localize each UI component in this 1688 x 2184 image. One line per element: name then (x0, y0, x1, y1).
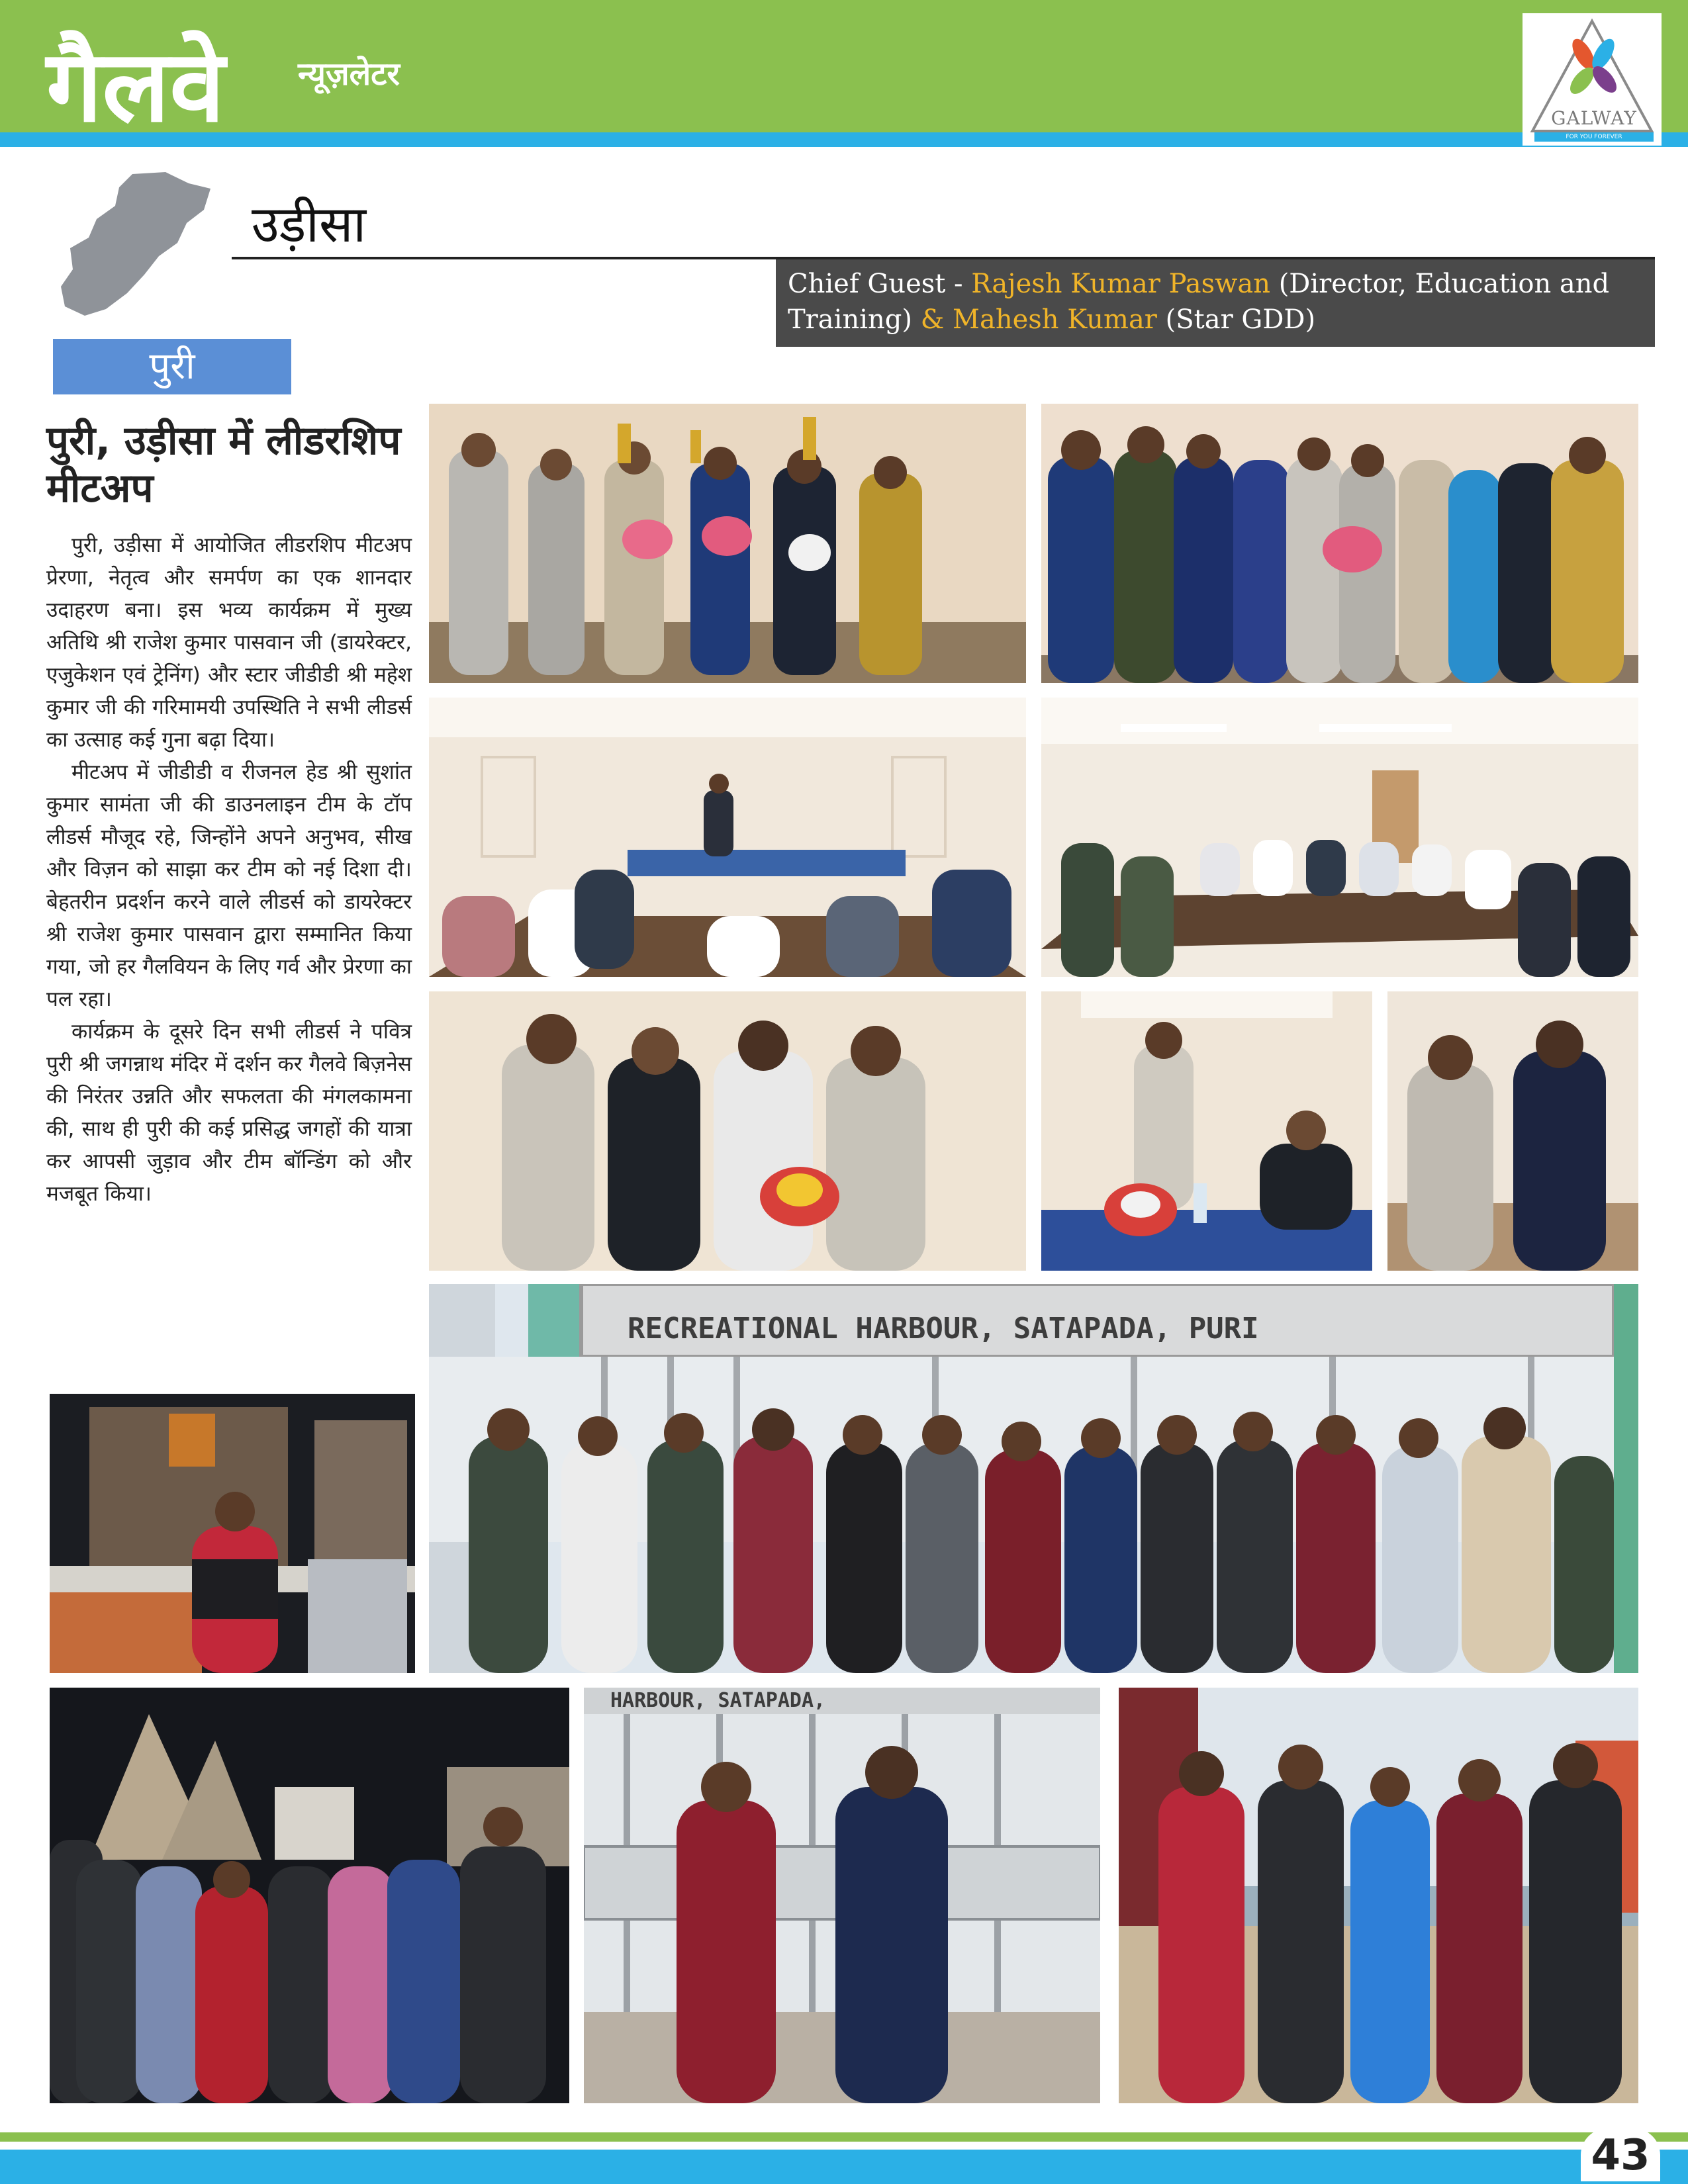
photo-temple-group (50, 1688, 569, 2103)
photo-meeting-room-1 (429, 698, 1026, 977)
photo-beach-group (1119, 1688, 1638, 2103)
photo-handshake (584, 1688, 1100, 2103)
masthead-subtitle: न्यूज़लेटर (298, 56, 400, 93)
article-paragraph: पुरी, उड़ीसा में आयोजित लीडरशिप मीटअप प्रेरणा, नेतृत्व और समर्पण का एक शानदार उदाहरण बना। इस भव्य कार्यक्रम में मुख्य अतिथि श्री राजेश कुमार पासवान जी (डायरेक्टर, एजुकेशन एवं ट्रेनिंग) और स्टार जीडीडी श्री महेश कुमार जी की गरिमामयी उपस्थिति ने सभी लीडर्स का उत्साह कई गुना बढ़ा दिया। (46, 533, 412, 752)
article-paragraph: मीटअप में जीडीडी व रीजनल हेड श्री सुशांत कुमार सामंता जी की डाउनलाइन टीम के टॉप लीडर्स मौजूद रहे, जिन्होंने अपने अनुभव, सीख और विज़न को साझा कर टीम को नई दिशा दी। बेहतरीन प्रदर्शन करने वाले लीडर्स को डायरेक्टर श्री राजेश कुमार पासवान द्वारा सम्मानित किया गया, जो हर गैलवियन के लिए गर्व और प्रेरणा का पल रहा। (46, 760, 412, 1011)
state-title: उड़ीसा (252, 195, 367, 253)
footer-stripe (0, 2150, 1688, 2184)
photo-two-leaders (1387, 991, 1638, 1271)
guest-prefix: Chief Guest - (788, 269, 972, 299)
photo-speaker-table (1041, 991, 1372, 1271)
guest-2-name: Mahesh Kumar (953, 304, 1157, 335)
photo-bouquet-handover (429, 991, 1026, 1271)
photo-bouquet-group (1041, 404, 1638, 683)
masthead-title: गैलवे (46, 28, 225, 144)
harbour-sign: RECREATIONAL HARBOUR, SATAPADA, PURI (628, 1312, 1259, 1345)
city-tag: पुरी (53, 339, 291, 394)
guest-1-name: Rajesh Kumar Paswan (971, 269, 1270, 299)
photo-temple-greeting (50, 1394, 415, 1673)
logo-wordmark: GALWAY (1551, 107, 1637, 129)
article-title: पुरी, उड़ीसा में लीडरशिप मीटअप (46, 418, 401, 512)
gate-sign: HARBOUR, SATAPADA, (610, 1689, 826, 1712)
footer-band (0, 2132, 1688, 2142)
article-paragraph: कार्यक्रम के दूसरे दिन सभी लीडर्स ने पवित्र पुरी श्री जगन्नाथ मंदिर में दर्शन कर गैलवे बिज़नेस की निरंतर उन्नति और सफलता की मंगलकामना की, साथ ही पुरी की कई प्रसिद्ध जगहों की यात्रा कर आपसी जुड़ाव और टीम बॉन्डिंग को और मजबूत किया। (46, 1020, 412, 1206)
page-number: 43 (1591, 2131, 1650, 2180)
article-body (46, 529, 412, 1210)
guest-2-role: (Star GDD) (1156, 304, 1316, 335)
guest-1-role: (Director, Education and Training) (788, 269, 1610, 335)
guest-joiner: & (920, 304, 953, 335)
photo-trophy-group (429, 404, 1026, 683)
chief-guest-banner (776, 259, 1655, 347)
logo-tagline: FOR YOU FOREVER (1534, 132, 1654, 142)
photo-harbour-group (429, 1284, 1638, 1673)
photo-meeting-room-2 (1041, 698, 1638, 977)
odisha-map-icon (53, 169, 218, 321)
